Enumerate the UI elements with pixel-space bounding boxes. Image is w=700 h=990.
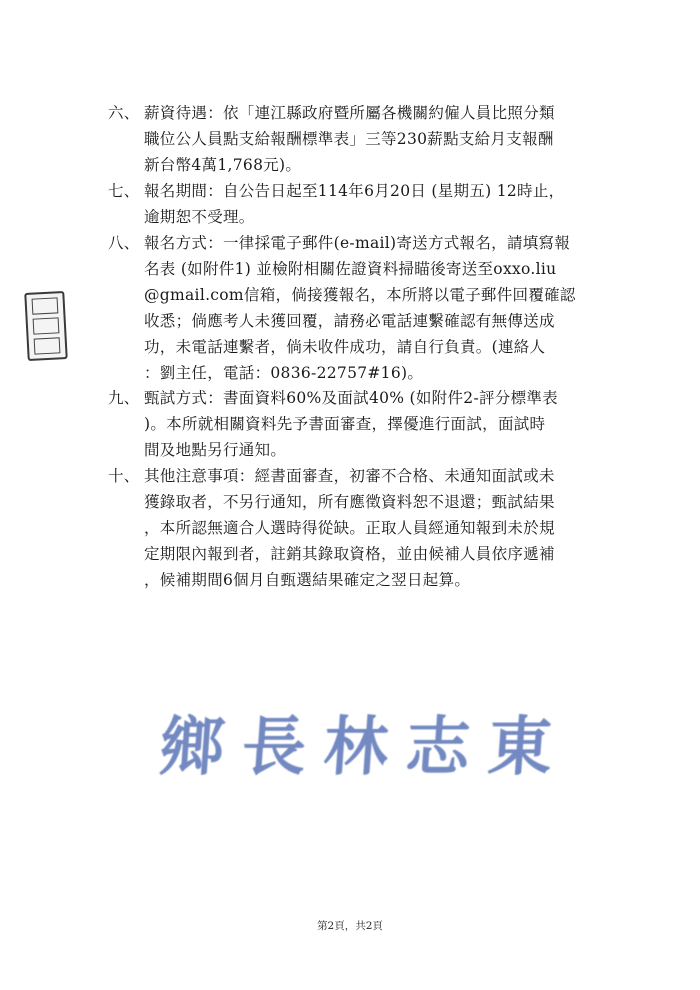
section-line: @gmail.com信箱，倘接獲報名，本所將以電子郵件回覆確認 xyxy=(144,286,576,304)
section-10 xyxy=(108,463,648,593)
section-number: 九、 xyxy=(108,389,140,407)
section-line: 獲錄取者，不另行通知，所有應徵資料恕不退還；甄試結果 xyxy=(144,493,555,511)
section-number: 六、 xyxy=(108,104,140,122)
stamp-block-icon xyxy=(32,297,59,314)
section-line: ：劉主任，電話：0836-22757#16)。 xyxy=(144,364,424,382)
section-line: 新台幣4萬1,768元)。 xyxy=(144,156,302,174)
section-line: 薪資待遇：依「連江縣政府暨所屬各機關約僱人員比照分類 xyxy=(144,104,555,122)
section-line: 功，未電話連繫者，倘未收件成功，請自行負責。(連絡人 xyxy=(144,338,546,356)
stamp-block-icon xyxy=(33,317,60,334)
section-line: 職位公人員點支給報酬標準表」三等230薪點支給月支報酬 xyxy=(144,130,554,148)
section-7 xyxy=(108,178,648,230)
section-line: 定期限內報到者，註銷其錄取資格，並由候補人員依序遞補 xyxy=(144,545,555,563)
section-number: 七、 xyxy=(108,182,140,200)
section-line: 報名方式：一律採電子郵件(e-mail)寄送方式報名，請填寫報 xyxy=(144,234,571,252)
section-number: 十、 xyxy=(108,467,140,485)
section-line: )。本所就相關資料先予書面審查，擇優進行面試，面試時 xyxy=(144,415,546,433)
section-line: 收悉；倘應考人未獲回覆，請務必電話連繫確認有無傳送成 xyxy=(144,312,555,330)
section-6 xyxy=(108,100,648,178)
page-footer: 第2頁，共2頁 xyxy=(317,920,383,932)
section-8 xyxy=(108,230,648,386)
section-line: 報名期間：自公告日起至114年6月20日 (星期五) 12時止， xyxy=(144,182,565,200)
stamp-block-icon xyxy=(34,337,61,354)
seal-text: 鄉長林志東 xyxy=(157,710,573,785)
section-line: ，候補期間6個月自甄選結果確定之翌日起算。 xyxy=(144,571,471,589)
section-line: 間及地點另行通知。 xyxy=(144,441,287,459)
section-9 xyxy=(108,385,648,463)
official-seal xyxy=(157,698,580,798)
section-line: 其他注意事項：經書面審查，初審不合格、未通知面試或未 xyxy=(144,467,555,485)
section-line: 甄試方式：書面資料60%及面試40% (如附件2-評分標準表 xyxy=(144,389,558,407)
section-line: 名表 (如附件1) 並檢附相關佐證資料掃瞄後寄送至oxxo.liu xyxy=(144,260,557,278)
section-number: 八、 xyxy=(108,234,140,252)
margin-stamp-icon xyxy=(24,291,68,361)
section-line: ，本所認無適合人選時得從缺。正取人員經通知報到未於規 xyxy=(144,519,555,537)
section-line: 逾期恕不受理。 xyxy=(144,208,255,226)
